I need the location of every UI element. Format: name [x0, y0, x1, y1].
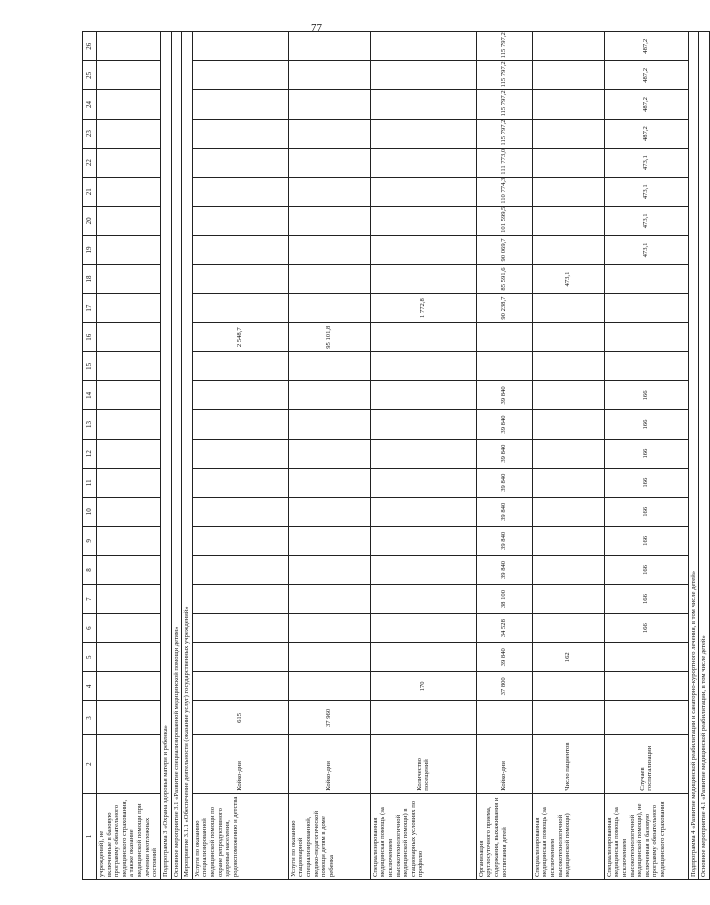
column-number: 24	[83, 90, 97, 119]
section-title: Подпрограмма 3 «Охрана здоровья матери и ребенка»	[161, 32, 172, 880]
column-number: 6	[83, 614, 97, 643]
column-number: 5	[83, 643, 97, 672]
value-cell	[192, 264, 288, 293]
table-row	[192, 32, 288, 880]
value-cell: 37 960	[288, 701, 370, 735]
table-row	[532, 32, 604, 880]
value-cell	[532, 526, 604, 555]
value-cell	[476, 701, 532, 735]
service-name: Организация круглосуточного приема, содержания, выхаживания и воспитания детей	[476, 793, 532, 879]
value-cell: 115 797,2	[476, 90, 532, 119]
value-cell	[532, 555, 604, 584]
value-cell	[476, 323, 532, 352]
value-cell	[97, 119, 161, 148]
value-cell	[288, 526, 370, 555]
value-cell	[370, 177, 476, 206]
rotated-table-area	[82, 32, 708, 880]
value-cell	[532, 119, 604, 148]
value-cell	[532, 701, 604, 735]
value-cell: 39 840	[476, 643, 532, 672]
section-row	[171, 32, 182, 880]
value-cell	[192, 177, 288, 206]
value-cell	[97, 643, 161, 672]
value-cell	[288, 439, 370, 468]
column-number: 26	[83, 32, 97, 61]
value-cell	[288, 32, 370, 61]
value-cell: 111 773,0	[476, 148, 532, 177]
table-row	[288, 32, 370, 880]
value-cell: 37 800	[476, 672, 532, 701]
value-cell	[192, 32, 288, 61]
value-cell: 487,2	[604, 61, 688, 90]
value-cell	[288, 90, 370, 119]
value-cell	[288, 468, 370, 497]
value-cell	[192, 439, 288, 468]
value-cell	[532, 206, 604, 235]
value-cell: 90 238,7	[476, 294, 532, 323]
value-cell	[532, 294, 604, 323]
column-number: 11	[83, 468, 97, 497]
value-cell	[604, 701, 688, 735]
value-cell	[532, 410, 604, 439]
value-cell	[604, 323, 688, 352]
value-cell	[370, 61, 476, 90]
value-cell	[370, 352, 476, 381]
value-cell	[532, 235, 604, 264]
unit-of-measure: Случаев госпитализации	[604, 735, 688, 793]
unit-of-measure: Койко-дни	[288, 735, 370, 793]
value-cell	[370, 206, 476, 235]
value-cell	[604, 264, 688, 293]
column-number: 14	[83, 381, 97, 410]
value-cell	[192, 497, 288, 526]
value-cell: 473,1	[604, 148, 688, 177]
value-cell	[97, 148, 161, 177]
value-cell: 90 069,7	[476, 235, 532, 264]
value-cell	[97, 672, 161, 701]
value-cell: 487,2	[604, 32, 688, 61]
value-cell	[97, 381, 161, 410]
value-cell	[288, 497, 370, 526]
value-cell	[532, 381, 604, 410]
section-title: Подпрограмма 4 «Развитие медицинской реабилитации и санаторно-курортного лечения, в том числе детей»	[688, 32, 699, 880]
value-cell: 39 840	[476, 381, 532, 410]
value-cell	[192, 90, 288, 119]
service-name: Специализированная медицинская помощь (за исключением высокотехнологичной медицинской помощи), не включенная в базовую программу обязательного медицинского страхования	[604, 793, 688, 879]
section-row	[161, 32, 172, 880]
value-cell	[532, 323, 604, 352]
value-cell	[192, 235, 288, 264]
value-cell: 39 840	[476, 468, 532, 497]
value-cell	[370, 701, 476, 735]
value-cell	[192, 643, 288, 672]
value-cell	[370, 555, 476, 584]
value-cell	[192, 468, 288, 497]
value-cell	[532, 468, 604, 497]
value-cell	[288, 381, 370, 410]
services-table	[82, 31, 710, 880]
value-cell: 487,2	[604, 119, 688, 148]
table-row	[476, 32, 532, 880]
value-cell: 38 100	[476, 585, 532, 614]
column-number: 19	[83, 235, 97, 264]
value-cell	[532, 497, 604, 526]
value-cell: 162	[532, 643, 604, 672]
value-cell	[532, 439, 604, 468]
value-cell	[370, 468, 476, 497]
unit-of-measure: Количество посещений	[370, 735, 476, 793]
value-cell	[192, 61, 288, 90]
value-cell: 115 797,2	[476, 119, 532, 148]
value-cell	[97, 61, 161, 90]
value-cell	[604, 672, 688, 701]
value-cell	[370, 585, 476, 614]
table-row	[604, 32, 688, 880]
value-cell	[192, 206, 288, 235]
value-cell: 115 797,2	[476, 32, 532, 61]
column-number: 18	[83, 264, 97, 293]
unit-of-measure: Койко-дни	[476, 735, 532, 793]
value-cell	[192, 410, 288, 439]
value-cell	[97, 585, 161, 614]
service-name: Услуги по оказанию специализированной медицинской помощи по охране репродуктивного здоровья населения, родовспоможению и детства	[192, 793, 288, 879]
service-name: учреждений), не включенные в базовую программу обязательного медицинского страхования, а также оказание медицинской помощи при лечении неотложных состояний	[97, 793, 161, 879]
value-cell	[288, 643, 370, 672]
column-number: 15	[83, 352, 97, 381]
value-cell	[288, 294, 370, 323]
column-number: 25	[83, 61, 97, 90]
value-cell	[370, 439, 476, 468]
value-cell	[192, 119, 288, 148]
value-cell	[288, 61, 370, 90]
value-cell: 487,2	[604, 90, 688, 119]
value-cell: 166	[604, 381, 688, 410]
value-cell	[288, 555, 370, 584]
value-cell	[97, 468, 161, 497]
value-cell	[97, 439, 161, 468]
unit-of-measure: Койко-дни	[192, 735, 288, 793]
column-number: 17	[83, 294, 97, 323]
value-cell	[370, 381, 476, 410]
value-cell: 39 840	[476, 410, 532, 439]
value-cell: 166	[604, 439, 688, 468]
table-row	[370, 32, 476, 880]
value-cell	[288, 148, 370, 177]
value-cell: 110 774,3	[476, 177, 532, 206]
rotated-table	[82, 32, 708, 880]
unit-of-measure	[97, 735, 161, 793]
value-cell: 473,1	[532, 264, 604, 293]
value-cell: 95 101,8	[288, 323, 370, 352]
value-cell	[604, 352, 688, 381]
value-cell	[604, 643, 688, 672]
value-cell: 170	[370, 672, 476, 701]
value-cell	[370, 643, 476, 672]
value-cell	[97, 410, 161, 439]
value-cell	[288, 585, 370, 614]
value-cell: 166	[604, 468, 688, 497]
value-cell	[604, 294, 688, 323]
value-cell	[370, 148, 476, 177]
value-cell	[192, 352, 288, 381]
page-number: 77	[311, 22, 322, 34]
value-cell	[532, 32, 604, 61]
value-cell	[288, 352, 370, 381]
column-number: 4	[83, 672, 97, 701]
value-cell	[192, 148, 288, 177]
column-number: 21	[83, 177, 97, 206]
value-cell	[532, 90, 604, 119]
value-cell	[288, 264, 370, 293]
value-cell: 473,1	[604, 177, 688, 206]
column-number: 10	[83, 497, 97, 526]
value-cell	[192, 555, 288, 584]
value-cell	[192, 614, 288, 643]
value-cell	[370, 614, 476, 643]
service-name: Специализированная медицинская помощь (за исключением высокотехнологичной медицинской помощи)	[532, 793, 604, 879]
value-cell: 166	[604, 497, 688, 526]
column-number: 23	[83, 119, 97, 148]
value-cell	[532, 585, 604, 614]
value-cell: 39 840	[476, 526, 532, 555]
value-cell	[288, 410, 370, 439]
value-cell	[97, 32, 161, 61]
value-cell	[97, 90, 161, 119]
value-cell: 34 528	[476, 614, 532, 643]
value-cell: 39 840	[476, 439, 532, 468]
value-cell	[97, 526, 161, 555]
column-number: 3	[83, 701, 97, 735]
value-cell: 166	[604, 585, 688, 614]
value-cell	[370, 235, 476, 264]
value-cell	[370, 119, 476, 148]
column-number: 1	[83, 793, 97, 879]
value-cell: 1 772,8	[370, 294, 476, 323]
value-cell	[192, 526, 288, 555]
value-cell: 615	[192, 701, 288, 735]
value-cell	[97, 497, 161, 526]
value-cell	[370, 32, 476, 61]
service-name: Специализированная медицинская помощь (за исключением высокотехнологичной медицинской помощи) в стационарных условиях по профилю	[370, 793, 476, 879]
value-cell	[192, 294, 288, 323]
value-cell: 101 599,5	[476, 206, 532, 235]
table-row	[97, 32, 161, 880]
section-row	[182, 32, 193, 880]
column-number: 22	[83, 148, 97, 177]
column-number: 16	[83, 323, 97, 352]
value-cell: 473,1	[604, 206, 688, 235]
value-cell	[532, 148, 604, 177]
value-cell	[97, 555, 161, 584]
column-number: 12	[83, 439, 97, 468]
value-cell	[288, 177, 370, 206]
column-number: 9	[83, 526, 97, 555]
value-cell: 2 548,7	[192, 323, 288, 352]
section-title: Основное мероприятие 4.1 «Развитие медицинской реабилитации, в том числе детей»	[699, 32, 710, 880]
value-cell	[97, 323, 161, 352]
value-cell	[192, 672, 288, 701]
value-cell	[288, 614, 370, 643]
column-number: 20	[83, 206, 97, 235]
value-cell: 166	[604, 614, 688, 643]
value-cell	[370, 264, 476, 293]
value-cell: 166	[604, 526, 688, 555]
value-cell	[97, 294, 161, 323]
value-cell: 39 840	[476, 497, 532, 526]
value-cell	[370, 323, 476, 352]
value-cell	[370, 497, 476, 526]
value-cell	[532, 177, 604, 206]
service-name: Услуги по оказанию стационарной специализированной, медико-педагогической помощи детям в доме ребенка	[288, 793, 370, 879]
value-cell	[288, 672, 370, 701]
value-cell	[192, 585, 288, 614]
value-cell	[288, 119, 370, 148]
value-cell	[97, 614, 161, 643]
value-cell	[97, 264, 161, 293]
value-cell	[97, 206, 161, 235]
value-cell	[370, 526, 476, 555]
value-cell: 85 591,6	[476, 264, 532, 293]
value-cell: 115 797,2	[476, 61, 532, 90]
value-cell	[288, 206, 370, 235]
value-cell: 166	[604, 555, 688, 584]
value-cell	[370, 90, 476, 119]
value-cell	[532, 61, 604, 90]
column-number: 8	[83, 555, 97, 584]
value-cell	[97, 701, 161, 735]
column-number: 2	[83, 735, 97, 793]
value-cell	[97, 235, 161, 264]
value-cell	[476, 352, 532, 381]
value-cell	[532, 614, 604, 643]
section-row	[688, 32, 699, 880]
value-cell	[370, 410, 476, 439]
value-cell: 473,1	[604, 235, 688, 264]
value-cell: 166	[604, 410, 688, 439]
section-title: Мероприятие 3.1.1 «Обеспечение деятельности (оказание услуг) государственных учреждений»	[182, 32, 193, 880]
unit-of-measure: Число пациентов	[532, 735, 604, 793]
column-number: 13	[83, 410, 97, 439]
value-cell	[532, 672, 604, 701]
value-cell	[192, 381, 288, 410]
column-number: 7	[83, 585, 97, 614]
value-cell	[288, 235, 370, 264]
value-cell: 39 840	[476, 555, 532, 584]
value-cell	[97, 352, 161, 381]
column-number-row	[83, 32, 97, 880]
value-cell	[97, 177, 161, 206]
section-row	[699, 32, 710, 880]
section-title: Основное мероприятие 3.1 «Развитие специализированной медицинской помощи детям»	[171, 32, 182, 880]
value-cell	[532, 352, 604, 381]
